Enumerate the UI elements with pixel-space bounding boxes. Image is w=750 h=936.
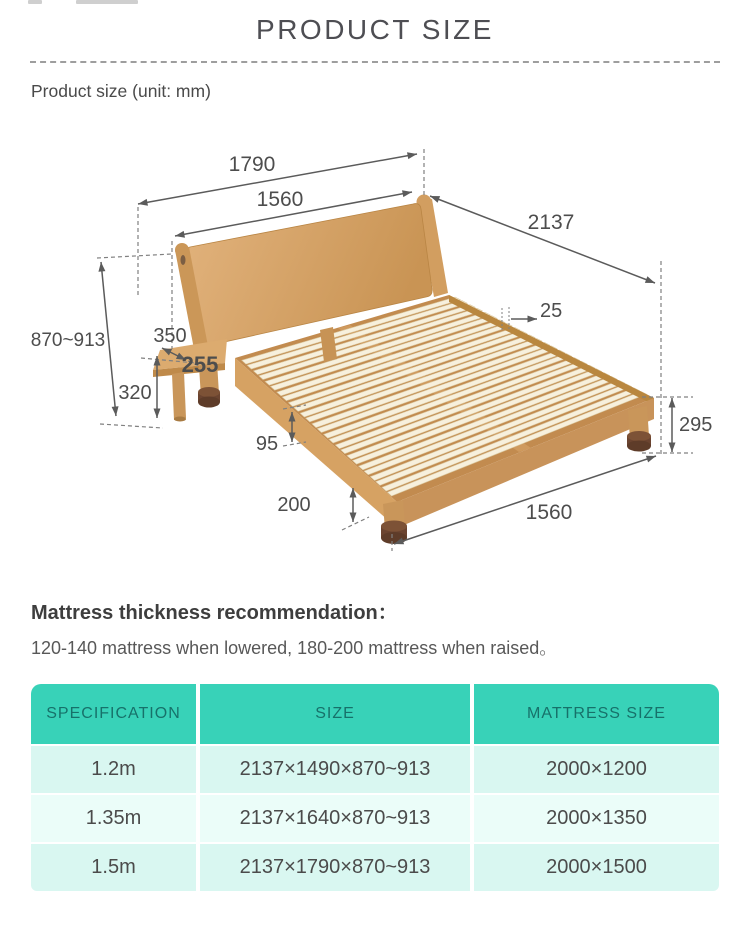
column-header-specification: SPECIFICATION [31,684,196,744]
unit-note: Product size (unit: mm) [31,81,211,101]
cropped-text-fragment [28,0,138,5]
shelf-leg [172,372,186,420]
page-title: PRODUCT SIZE [256,14,494,45]
recommendation-body: 120-140 mattress when lowered, 180-200 mattress when raised。 [31,638,558,658]
dim-under-clearance: 200 [277,494,311,516]
dim-frame-width: 1560 [525,501,573,524]
head-left-foot-bottom [198,397,220,408]
head-left-foot-top [198,387,220,397]
bed-dimension-diagram [0,116,750,576]
shelf-leg-base [174,417,186,422]
dim-shelf-depth: 350 [153,325,187,347]
foot-left-foot-top [381,521,407,532]
dim-line-length [430,196,655,283]
table-cell: 2000×1350 [474,795,719,842]
dim-overall-height: 870~913 [30,330,106,351]
post-slot [181,255,186,265]
dashed-divider [30,61,720,63]
table-cell: 2137×1790×870~913 [200,844,470,891]
foot-right-foot-top [627,431,651,441]
dim-overall-width: 1790 [228,153,276,176]
table-cell: 2000×1500 [474,844,719,891]
foot-left-foot-bottom [381,532,407,544]
table-cell: 2137×1490×870~913 [200,746,470,793]
column-header-mattress-size: MATTRESS SIZE [474,684,719,744]
foot-right-foot-bottom [627,441,651,452]
bed-illustration [153,195,654,545]
dim-foot-height: 295 [679,414,713,436]
table-cell: 1.5m [31,844,196,891]
dim-shelf-height: 320 [118,382,152,404]
column-header-size: SIZE [200,684,470,744]
recommendation-heading: Mattress thickness recommendation： [31,602,398,624]
table-cell: 1.35m [31,795,196,842]
spec-table [31,684,719,891]
table-cell: 2137×1640×870~913 [200,795,470,842]
table-cell: 2000×1200 [474,746,719,793]
dim-length: 2137 [527,211,575,234]
dim-slat-gap: 25 [540,300,563,322]
table-cell: 1.2m [31,746,196,793]
dim-rail-height: 95 [255,433,279,455]
dim-headboard-width: 1560 [256,188,304,211]
dim-shelf-width: 255 [181,352,219,377]
